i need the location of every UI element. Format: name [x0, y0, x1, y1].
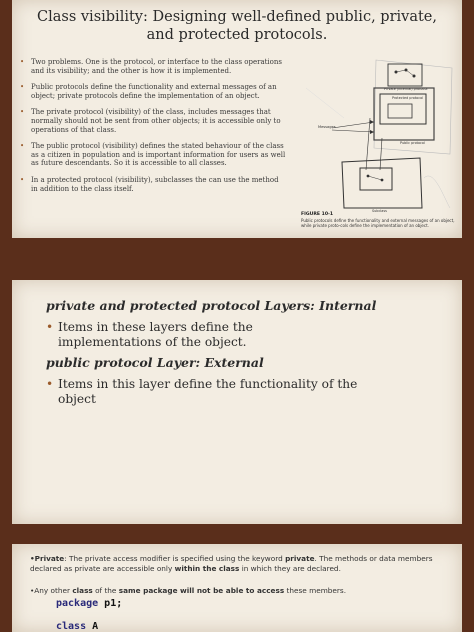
- private-label: Private (internal) protocol: [384, 87, 428, 91]
- list-item: • Public protocols define the functionality and external messages of an object; private protocols define the implementation of an object.: [20, 83, 277, 100]
- slide-class-visibility: [12, 0, 462, 238]
- protected-label: Protected protocol: [392, 96, 424, 100]
- list-item: • In a protected protocol (visibility), subclasses the can use the method in addition to the class itself.: [20, 175, 279, 193]
- protocol-figure: [304, 58, 454, 234]
- list-item: • The public protocol (visibility) defines the stated behaviour of the class as a citizen in population and is important information for users as well as future descendants. So it is accessible to all classes.: [20, 142, 286, 168]
- title-line-2: and protected protocols.: [146, 27, 328, 43]
- private-box: [388, 64, 422, 86]
- bullet-icon: •: [20, 83, 25, 92]
- package-access-note: •Any other class of the same package will not be able to access these members.: [30, 586, 347, 595]
- figure-caption-title: FIGURE 10-1: [301, 212, 334, 217]
- list-item: • Two problems. One is the protocol, or interface to the class operations and its visibility; and the other is how it is implemented.: [20, 58, 282, 75]
- bullet-icon: •: [46, 377, 54, 391]
- subclass-inner-box: [360, 168, 392, 190]
- heading-internal: private and protected protocol Layers: Internal: [46, 298, 377, 313]
- slide-title: [12, 8, 462, 44]
- bullet-icon: •: [20, 58, 25, 66]
- heading-external: public protocol Layer: External: [46, 355, 264, 370]
- subclass-label: Subclass: [372, 209, 387, 213]
- figure-caption: Public protocols define the functionality and external messages of an object, while private proto-cols define the implementation of an object.: [301, 218, 455, 228]
- bullet-icon: •: [20, 175, 25, 184]
- list-item: • Items in these layers define the implementations of the object.: [46, 320, 253, 349]
- slide-protocol-layers: [12, 280, 462, 524]
- title-line-1: Class visibility: Designing well-defined public, private,: [37, 9, 437, 25]
- code-line-package: package p1;: [56, 598, 123, 609]
- bullet-icon: •: [20, 142, 25, 151]
- slide-private-modifier: [12, 544, 462, 632]
- list-item: • The private protocol (visibility) of the class, includes messages that normally should not be sent from other objects; it is accessible only to operations of that class.: [20, 108, 281, 134]
- code-line-class: class A: [56, 621, 99, 632]
- public-label: Public protocol: [400, 141, 425, 145]
- bullet-icon: •: [20, 108, 25, 117]
- bullet-icon: •: [46, 320, 54, 334]
- private-definition: •Private: The private access modifier is specified using the keyword private. The methods or data members declared as private are accessible only within the class in which they are declared.: [30, 554, 433, 573]
- messages-label: Messages: [318, 125, 336, 129]
- bullet-list: [18, 58, 286, 201]
- list-item: • Items in this layer define the functionality of the object: [46, 377, 358, 406]
